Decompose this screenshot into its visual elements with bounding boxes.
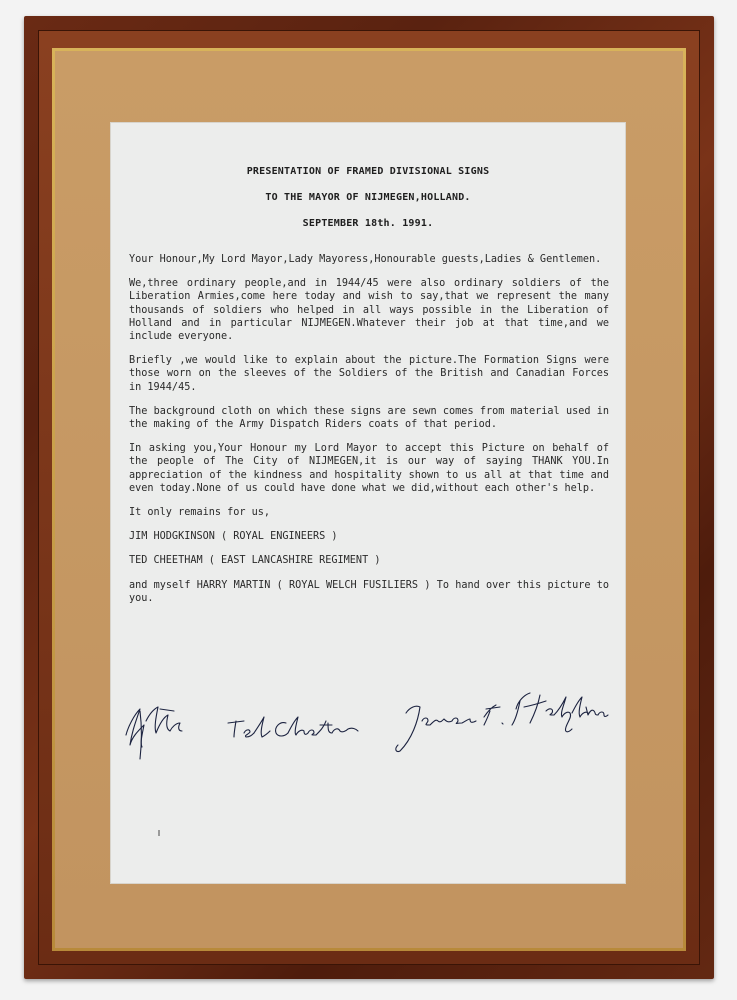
salutation: Your Honour,My Lord Mayor,Lady Mayoress,Honourable guests,Ladies & Gentlemen. [129, 254, 602, 265]
signature-h-martin [126, 707, 182, 759]
signatory-2: TED CHEETHAM ( EAST LANCASHIRE REGIMENT ) [129, 555, 381, 567]
paragraph-3: The background cloth on which these signs are sewn comes from material used in the making of the Army Dispatch Riders coats of that period. [129, 405, 609, 431]
date-line: SEPTEMBER 18th. 1991. [302, 218, 434, 229]
handwritten-signatures [120, 687, 610, 777]
signatory-1: JIM HODGKINSON ( ROYAL ENGINEERS ) [129, 531, 338, 543]
paragraph-4: In asking you,Your Honour my Lord Mayor to accept this Picture on behalf of the people of The City of NIJMEGEN,it is our way of saying THANK YOU.In appreciation of the kindness and hospitality shown to us all at that time and even today.None of us could have done what we did,without each other's help. [129, 443, 609, 494]
paragraph-2: Briefly ,we would like to explain about the picture.The Formation Signs were those worn on the sleeves of the Soldiers of the British and Canadian Forces in 1944/45. [129, 355, 609, 393]
final-line: and myself HARRY MARTIN ( ROYAL WELCH FUSILIERS ) To hand over this picture to you. [129, 579, 609, 604]
signature-ted-cheetham [228, 717, 358, 737]
paragraph-1: We,three ordinary people,and in 1944/45 were also ordinary soldiers of the Liberation Armies,come here today and wish to say,that we represent the many thousands of soldiers who helped in all ways possible in the Liberation of Holland and in particular NIJMEGEN.Whatever their job at that time,and we include everyone. [129, 278, 609, 343]
closing-line: It only remains for us, [129, 507, 271, 519]
paper-blemish [158, 830, 160, 836]
title-line-1: PRESENTATION OF FRAMED DIVISIONAL SIGNS [246, 166, 490, 177]
title-line-2: TO THE MAYOR OF NIJMEGEN,HOLLAND. [265, 192, 471, 203]
letter-body [129, 253, 609, 616]
framed-letter [110, 122, 626, 884]
signature-james-hodgkinson [396, 693, 608, 752]
